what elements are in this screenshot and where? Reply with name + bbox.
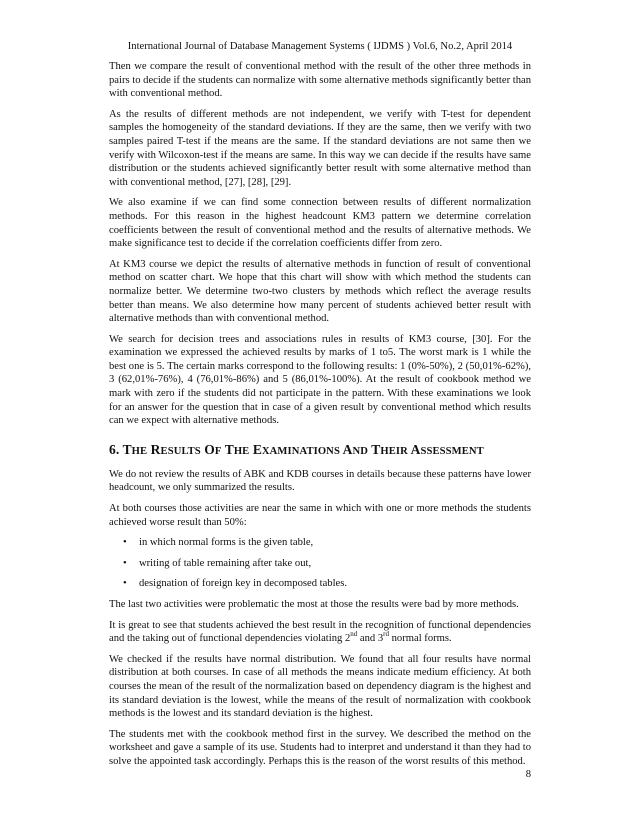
paragraph-last-two: The last two activities were problematic the most at those the results were bad by more methods. xyxy=(109,599,519,610)
paragraph-best-result: It is great to see that students achieved the best result in the recognition of functional dependencies and the taking out of functional dependencies violating 2nd and 3rd normal forms. xyxy=(109,619,531,645)
section-heading xyxy=(109,442,531,460)
paragraph-abk-kdb: We do not review the results of ABK and KDB courses in details because these patterns have lower headcount, we only summarized the results. xyxy=(109,468,531,494)
paragraph-correlation: We also examine if we can find some connection between results of different normalization methods. For this reason in the highest headcount KM3 pattern we determine correlation coefficients between the result of conventional method and the results of alternative methods. We make significance test to decide if the correlation coefficients differ from zero. xyxy=(109,197,531,250)
section-title: THE RESULTS OF THE EXAMINATIONS AND THEIR ASSESSMENT xyxy=(122,441,484,457)
bullet-icon: • xyxy=(123,557,127,569)
paragraph-compare: Then we compare the result of conventional method with the result of the other three methods in pairs to decide if the students can normalize with some alternative methods significantly better than with conventional method. xyxy=(109,61,531,100)
paragraph-cookbook: The students met with the cookbook method first in the survey. We described the method on the worksheet and gave a sample of its use. Students had to interpret and understand it than they had to solve the appointed task accordingly. Perhaps this is the reason of the worst results of this method. xyxy=(109,728,531,767)
running-header: International Journal of Database Management Systems ( IJDMS ) Vol.6, No.2, April 2014 xyxy=(127,41,513,52)
list-item: • writing of table remaining after take out, xyxy=(123,557,312,569)
list-item: • designation of foreign key in decomposed tables. xyxy=(123,578,347,590)
paragraph-ttest: As the results of different methods are not independent, we verify with T-test for dependent samples the homogeneity of the standard deviations. If they are the same, then we verify with two samples paired T-test if the means are the same. If the standard deviations are not same then we verify with Wilcoxon-test if the means are same. In this way we can decide if the results have same distribution or the students achieved significantly better result with some alternative method than with conventional method, [27], [28], [29]. xyxy=(109,108,531,188)
activity-list xyxy=(109,536,531,591)
paragraph-scatter: At KM3 course we depict the results of alternative methods in function of result of conventional method on scatter chart. We hope that this chart will show with which method the students can normalize better. We determine two-two clusters by methods which reflect the average results better than means. We also determine how many percent of students achieved better result with alternative methods than with conventional method. xyxy=(109,258,531,325)
paragraph-decision-trees: We search for decision trees and associations rules in results of KM3 course, [30]. For the examination we expressed the achieved results by marks of 1 to5. The worst mark is 1 while the best one is 5. The certain marks correspond to the following results: 1 (0%-50%), 2 (50,01%-62%), 3 (62,01%-76%), 4 (76,01%-86%) and 5 (86,01%-100%). At the result of cookbook method we mark with zero if the students did not participate in the pattern. With these examinations we look for an answer for the question that in case of a given result by conventional method which results can we expect with alternative methods. xyxy=(109,333,531,427)
paragraph-normal-distribution: We checked if the results have normal distribution. We found that all four results have normal distribution at both courses. In case of all methods the means indicate medium efficiency. At both courses the mean of the result of the normalization based on dependency diagram is the highest and its standard deviation is the lowest, while the means of the result of normalization with cookbook methods is the lowest and its standard deviation is the highest. xyxy=(109,653,531,720)
page-number: 8 xyxy=(525,769,531,780)
list-item: • in which normal forms is the given table, xyxy=(123,537,314,549)
section-number: 6. xyxy=(109,441,120,457)
paragraph-both-courses: At both courses those activities are near the same in which with one or more methods the students achieved worse result than 50%: xyxy=(109,503,531,528)
bullet-icon: • xyxy=(123,537,127,549)
bullet-icon: • xyxy=(123,578,127,590)
